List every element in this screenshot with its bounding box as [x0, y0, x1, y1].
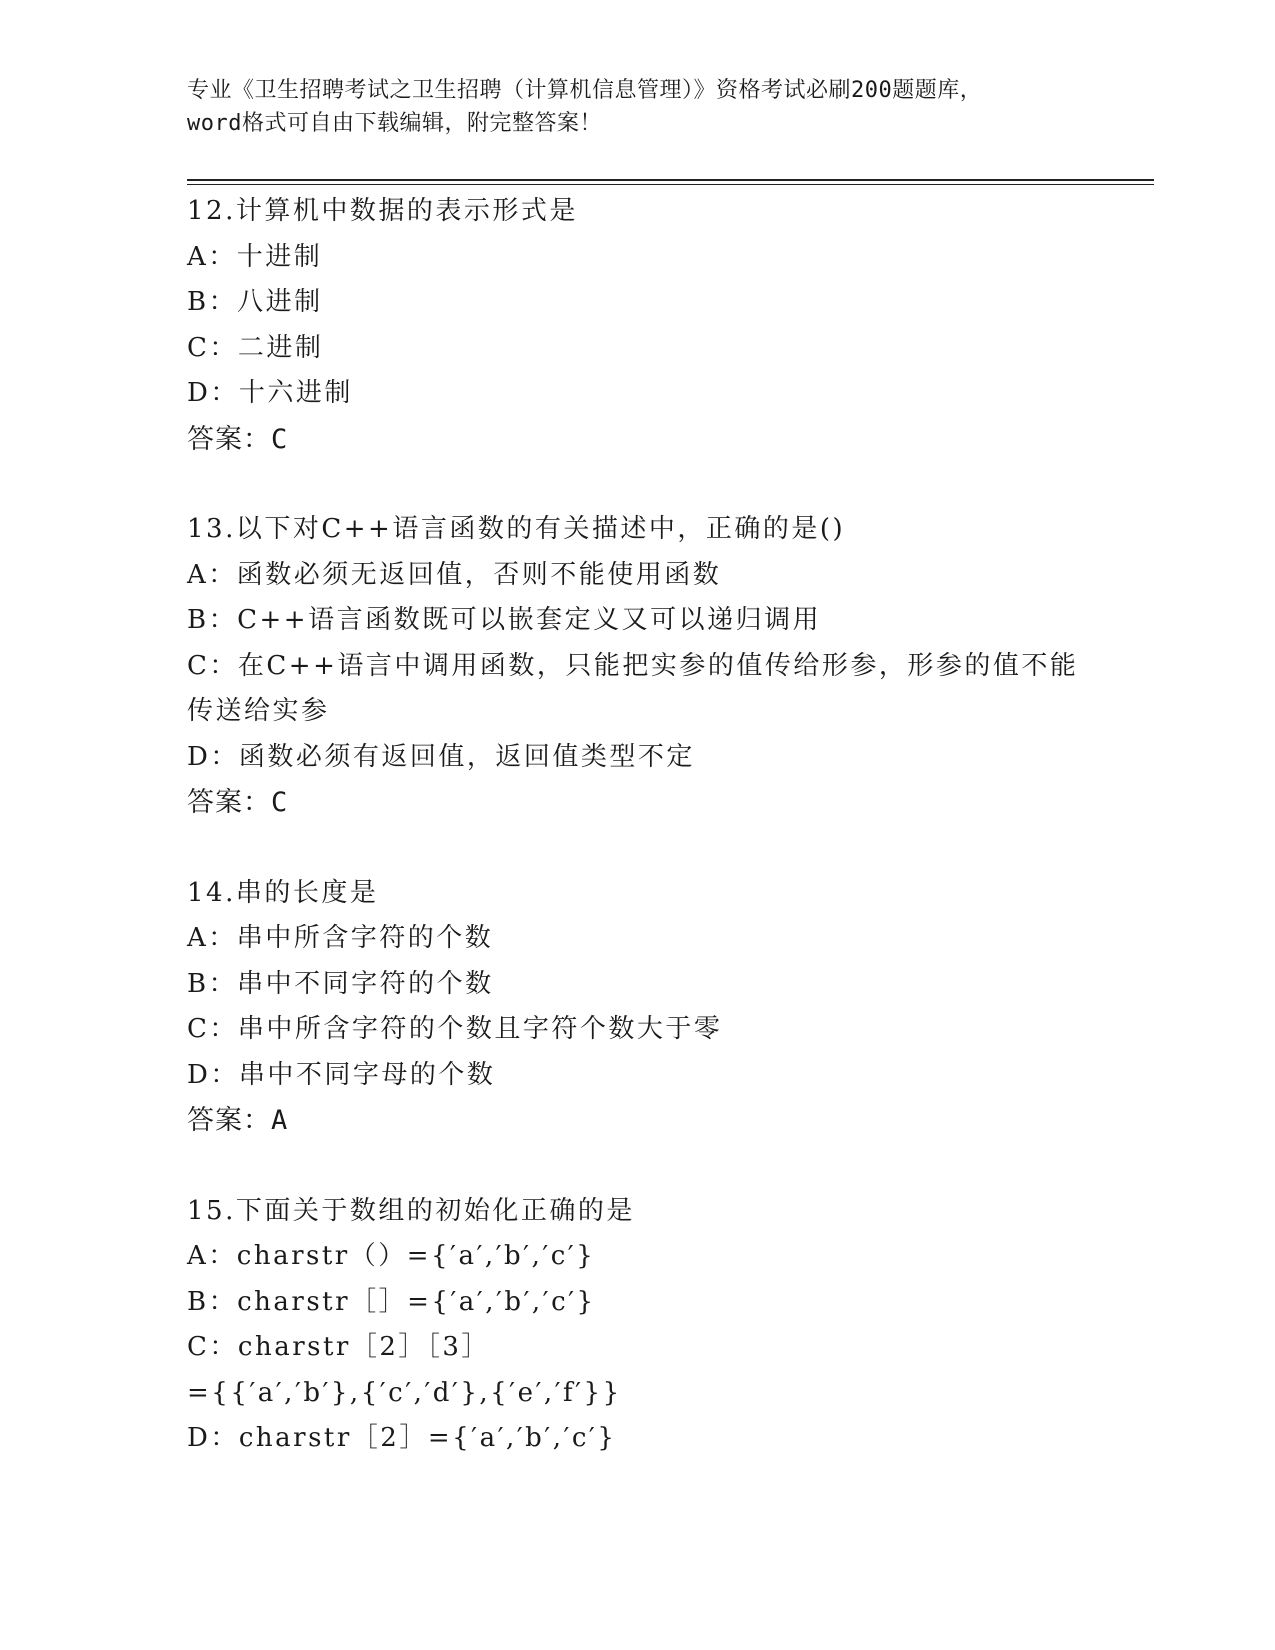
- option-c: C：charstr［2］［3］: [187, 1332, 490, 1362]
- option-b: B：八进制: [187, 287, 323, 317]
- header-line-2: word格式可自由下载编辑，附完整答案！: [187, 111, 602, 136]
- answer-line: 答案：C: [187, 787, 289, 818]
- option-b: B：charstr［］={′a′,′b′,′c′}: [187, 1286, 596, 1317]
- answer-line: 答案：A: [187, 1105, 289, 1136]
- option-d: D：串中不同字母的个数: [187, 1059, 496, 1090]
- option-d: D：charstr［2］={′a′,′b′,′c′}: [187, 1423, 617, 1453]
- answer-line: 答案：C: [187, 423, 289, 455]
- option-a: A：十进制: [187, 241, 323, 272]
- question-stem: 15.下面关于数组的初始化正确的是: [187, 1195, 635, 1226]
- option-b: B：C++语言函数既可以嵌套定义又可以递归调用: [187, 605, 822, 635]
- question-list: [187, 189, 1087, 1507]
- question-12: [187, 189, 1087, 462]
- option-d: D：十六进制: [187, 378, 353, 408]
- header-divider-thick: [187, 179, 1154, 181]
- document-header: [187, 74, 1087, 140]
- option-c: C：二进制: [187, 332, 324, 363]
- option-c: C：串中所含字符的个数且字符个数大于零: [187, 1014, 723, 1044]
- option-c-continued: ={{′a′,′b′},{′c′,′d′},{′e′,′f′}}: [187, 1377, 622, 1408]
- option-a: A：串中所含字符的个数: [187, 923, 494, 953]
- header-line-1: 专业《卫生招聘考试之卫生招聘（计算机信息管理）》资格考试必刷200题题库，: [187, 78, 983, 103]
- question-stem: 13.以下对C++语言函数的有关描述中，正确的是(): [187, 514, 846, 544]
- question-stem: 14.串的长度是: [187, 877, 379, 908]
- question-14: [187, 871, 1087, 1144]
- option-b: B：串中不同字符的个数: [187, 968, 494, 999]
- option-c: C：在C++语言中调用函数，只能把实参的值传给形参，形参的值不能: [187, 650, 1079, 681]
- question-13: [187, 507, 1087, 826]
- option-a: A：函数必须无返回值，否则不能使用函数: [187, 559, 722, 590]
- option-a: A：charstr（）={′a′,′b′,′c′}: [187, 1241, 596, 1271]
- question-stem: 12.计算机中数据的表示形式是: [187, 196, 578, 226]
- question-15: [187, 1189, 1087, 1462]
- option-c-continued: 传送给实参: [187, 696, 330, 726]
- option-d: D：函数必须有返回值，返回值类型不定: [187, 741, 695, 772]
- header-divider-thin: [187, 184, 1154, 185]
